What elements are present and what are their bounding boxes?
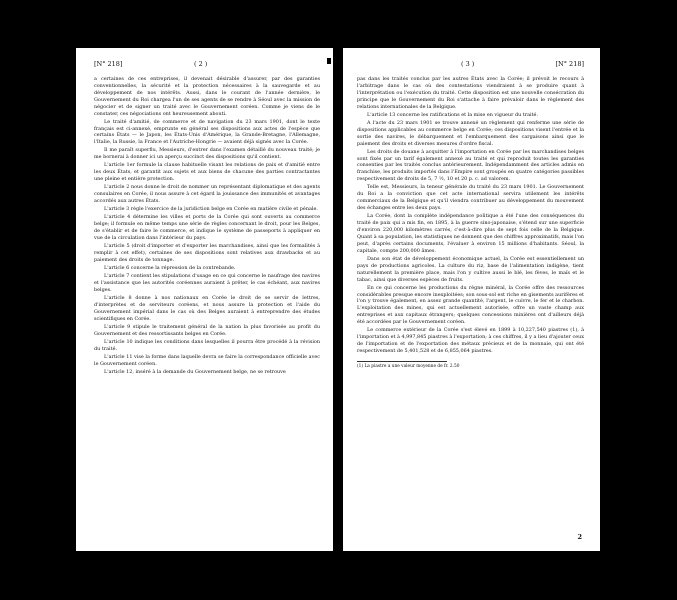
footnote: (1) La piastre a une valeur moyenne de fr. 2.50	[357, 363, 460, 369]
paragraph: L'article 5 (droit d'importer et d'exporter les marchandises, ainsi que les formalités à remplir à cet effet), certaines de ses dispositions sont relatives aux drawbacks et au paiement des droits de tonnage.	[94, 243, 320, 263]
paragraph: L'article 13 concerne les ratifications et la mise en vigueur du traité.	[367, 111, 539, 118]
left-page-header	[94, 60, 320, 72]
paragraph: Le traité d'amitié, de commerce et de navigation du 23 mars 1901, dont le texte français est ci-annexé, emprunte en général ses dispositions aux actes de l'espèce que certains États — le Japon, les États-Unis d'Amérique, la Grande-Bretagne, l'Allemagne, l'Italie, la Russie, la France et l'Autriche-Hongrie — avaient déjà signés avec la Corée.	[94, 118, 320, 146]
paragraph: L'article 3 règle l'exercice de la juridiction belge en Corée en matière civile et pénale.	[104, 206, 318, 213]
paragraph: a certaines de ces entreprises, il devenait désirable d'assurer, par des garanties conventionnelles, la sécurité et la protection nécessaires à la sauvegarde et au développement de nos intérêts. Aussi, dans le courant de l'année dernière, le Gouvernement du Roi chargea l'un de ses agents de se rendre à Séoul avec la mission de négocier et de signer un traité avec le Gouvernement coréen. Comme je viens de le constater, ces négociations ont heureusement abouti.	[94, 76, 320, 117]
left-document-number: [N° 218]	[94, 60, 123, 68]
paragraph: La Corée, dont la complète indépendance politique a été l'une des conséquences du traité de paix qui a mis fin, en 1895, à la guerre sino-japonaise, s'étend sur une superficie d'environ 220,000 kilomètres carrés, c'est-à-dire plus de sept fois celle de la Belgique. Quant à sa population, les statistiques ne donnent que des chiffres approximatifs, mais l'on peut, d'après certains documents, l'évaluer à environ 15 millions d'habitants. Séoul, la capitale, compte 200,000 âmes.	[357, 213, 584, 254]
paragraph: L'article 9 stipule le traitement général de la nation la plus favorisée au profit du Gouvernement et des ressortissants belges en Corée.	[94, 323, 320, 337]
paragraph: L'article 12, inséré à la demande du Gouvernement belge, ne se retrouve	[104, 368, 286, 375]
paragraph: L'article 10 indique les conditions dans lesquelles il pourra être procédé à la révision du traité.	[94, 338, 320, 352]
right-document-number: [N° 218]	[555, 60, 584, 68]
left-page-number: ( 2 )	[194, 60, 208, 68]
paragraph: L'article 8 donne à nos nationaux en Corée le droit de se servir de lettres, d'interprètes et de serviteurs coréens, et nous assure la protection et l'aide du Gouvernement impérial dans le cas où des Belges auraient à entreprendre des études scientifiques en Corée.	[94, 295, 320, 322]
paragraph: L'article 7 contient les stipulations d'usage en ce qui concerne le naufrage des navires et l'assistance que les autorités coréennes auraient à prêter, le cas échéant, aux navires belges.	[94, 273, 320, 293]
paragraph: Il me paraît superflu, Messieurs, d'entrer dans l'examen détaillé du nouveau traité; je me bornerai à donner ici un aperçu succinct des dispositions qu'il contient.	[94, 147, 320, 161]
footnote-rule	[357, 361, 447, 362]
paragraph: En ce qui concerne les productions du règne minéral, la Corée offre des ressources considérables presque encore inexploitées; son sous-sol est riche en gisements aurifères et l'on y trouve également, en assez grande quantité, l'argent, le cuivre, le fer et le charbon. L'exploitation des mines, qui est actuellement autorisée, offre un vaste champ aux entreprises et aux capitaux étrangers; quelques concessions minières ont d'ailleurs déjà été accordées par le Gouvernement coréen.	[357, 284, 584, 326]
signature-mark: 2	[577, 533, 582, 541]
left-page-body	[94, 76, 320, 376]
ink-mark	[327, 58, 331, 64]
right-page	[343, 48, 600, 551]
right-page-header	[357, 60, 584, 72]
paragraph: Dans son état de développement économique actuel, la Corée est essentiellement un pays de productions agricoles. La culture du riz, base de l'alimentation indigène, tient naturellement la première place, mais l'on y cultive aussi le blé, les fèves, le maïs et le tabac, ainsi que diverses espèces de fruits.	[357, 255, 584, 283]
right-page-body	[357, 76, 584, 355]
book-gutter	[333, 40, 343, 570]
paragraph: L'article 2 nous donne le droit de nommer un représentant diplomatique et des agents consulaires en Corée, il nous assure à cet égard la jouissance des immunités et avantages accordés aux autres États.	[94, 184, 320, 205]
paragraph: L'article 4 détermine les villes et ports de la Corée qui sont ouverts au commerce belge; il formule en même temps une série de règles concernant le droit, pour les Belges, de s'établir et de faire le commerce, et indique le système de passeports à appliquer en vue de la circulation dans l'intérieur du pays.	[94, 214, 320, 242]
paragraph: Le commerce extérieur de la Corée s'est élevé en 1899 à 10,227,540 piastres (1), à l'importation et à 4,997,845 piastres à l'exportation; à ces chiffres, il y a lieu d'ajouter ceux de l'importation et de l'exportation des métaux précieux et de la monnaie, qui ont été respectivement de 5,401,528 et de 6,855,064 piastres.	[357, 327, 584, 354]
paragraph: L'article 6 concerne la répression de la contrebande.	[104, 265, 236, 272]
right-page-number: ( 3 )	[461, 60, 475, 68]
paragraph: Les droits de douane à acquitter à l'importation en Corée par les marchandises belges sont fixés par un tarif également annexé au traité et qui reproduit toutes les garanties consenties par les traités conclus antérieurement. Indépendamment des articles admis en franchise, les produits importés dans l'Empire sont groupés en quatre catégories passibles respectivement de droits de 5, 7 ½, 10 et 20 p. c. ad valorem.	[357, 148, 584, 183]
paragraph: L'article 11 vise la forme dans laquelle devra se faire la correspondance officielle avec le Gouvernement coréen.	[94, 353, 320, 367]
paragraph: L'article 1er formule la clause habituelle visant les relations de paix et d'amitié entre les deux États, et garantit aux sujets et aux biens de chacune des parties contractantes une pleine et entière protection.	[94, 162, 320, 183]
paragraph: A l'acte du 23 mars 1901 se trouve annexé un règlement qui renferme une série de dispositions applicables au commerce belge en Corée; ces dispositions visent l'entrée et la sortie des navires, le débarquement et l'embarquement des cargaisons ainsi que le paiement des droits et diverses mesures d'ordre fiscal.	[357, 119, 584, 147]
left-page	[76, 48, 333, 551]
paragraph: pas dans les traités conclus par les autres États avec la Corée; il prévoit le recours à l'arbitrage dans le cas où des contestations viendraient à se produire quant à l'interprétation ou l'exécution du traité. Cette disposition est une nouvelle consécration du principe que le Gouvernement du Roi s'attache à faire prévaloir dans le règlement des relations internationales de la Belgique.	[357, 76, 584, 110]
paragraph: Telle est, Messieurs, la teneur générale du traité du 23 mars 1901. Le Gouvernement du Roi a la conviction que cet acte international servira utilement les intérêts commerciaux de la Belgique et qu'il viendra contribuer au développement du mouvement des échanges entre les deux pays.	[357, 184, 584, 212]
